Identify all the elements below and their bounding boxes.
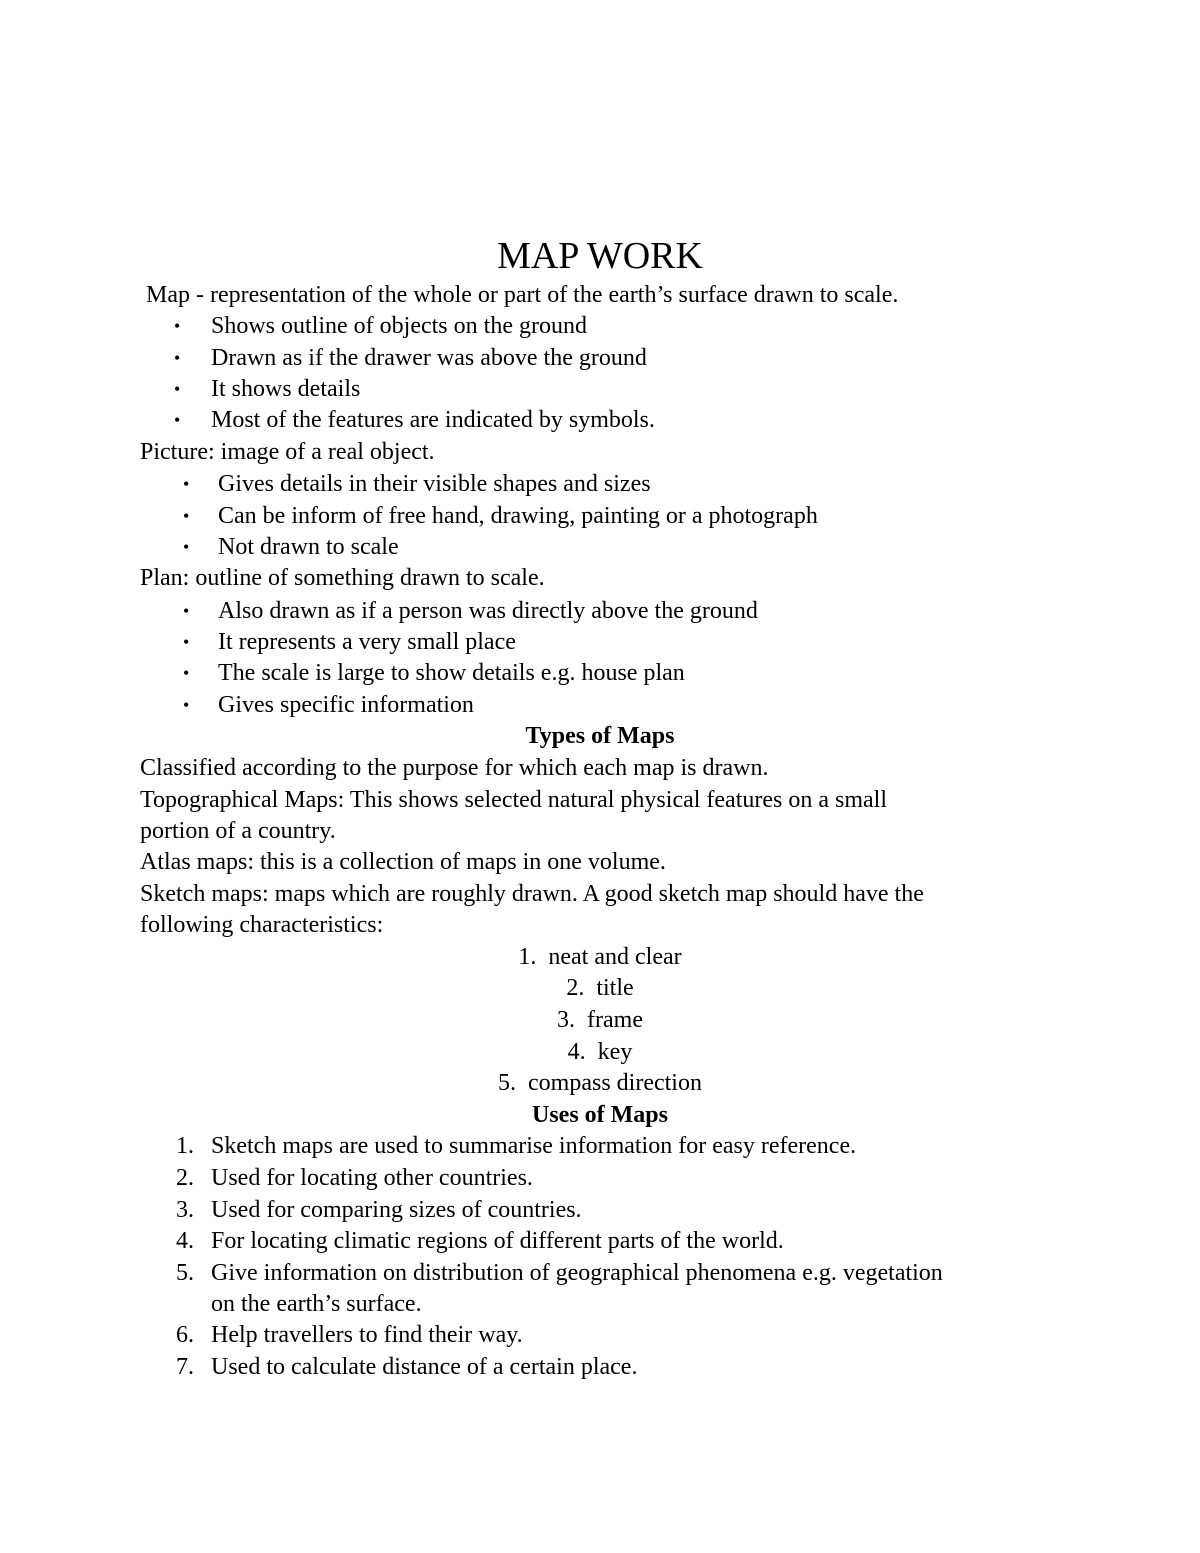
list-item: For locating climatic regions of different parts of the world. <box>211 1228 784 1254</box>
list-item: It shows details <box>211 376 361 402</box>
list-text: title <box>596 975 634 1001</box>
sketch-text: following characteristics: <box>140 912 384 938</box>
atlas-text: Atlas maps: this is a collection of maps in one volume. <box>140 849 666 875</box>
types-intro: Classified according to the purpose for which each map is drawn. <box>140 755 769 781</box>
characteristic-item <box>0 973 1200 1003</box>
list-number: 2. <box>176 1165 194 1191</box>
list-text: compass direction <box>528 1070 702 1096</box>
list-item: Help travellers to find their way. <box>211 1322 523 1348</box>
bullet-icon: • <box>183 601 190 621</box>
list-item: Used for comparing sizes of countries. <box>211 1197 582 1223</box>
bullet-icon: • <box>174 379 181 399</box>
list-item: Sketch maps are used to summarise information for easy reference. <box>211 1133 857 1159</box>
list-number: 3. <box>176 1197 194 1223</box>
list-item: Used for locating other countries. <box>211 1165 533 1191</box>
list-item: on the earth’s surface. <box>211 1291 422 1317</box>
characteristic-item <box>0 942 1200 972</box>
topographical-text: portion of a country. <box>140 818 336 844</box>
list-number: 2. <box>566 975 585 1001</box>
list-item: It represents a very small place <box>218 629 516 655</box>
bullet-icon: • <box>183 537 190 557</box>
topographical-text: Topographical Maps: This shows selected natural physical features on a small <box>140 787 888 813</box>
list-number: 7. <box>176 1354 194 1380</box>
bullet-icon: • <box>183 506 190 526</box>
plan-definition: Plan: outline of something drawn to scale. <box>140 565 545 591</box>
list-number: 3. <box>557 1007 576 1033</box>
list-number: 6. <box>176 1322 194 1348</box>
characteristic-item <box>0 1005 1200 1035</box>
uses-heading: Uses of Maps <box>532 1102 668 1128</box>
bullet-icon: • <box>183 695 190 715</box>
types-heading: Types of Maps <box>525 723 675 749</box>
bullet-icon: • <box>174 410 181 430</box>
list-number: 5. <box>176 1260 194 1286</box>
list-number: 4. <box>176 1228 194 1254</box>
map-definition: Map - representation of the whole or part of the earth’s surface drawn to scale. <box>146 282 899 308</box>
characteristic-item <box>0 1037 1200 1067</box>
bullet-icon: • <box>174 316 181 336</box>
list-item: Also drawn as if a person was directly above the ground <box>218 598 758 624</box>
bullet-icon: • <box>183 632 190 652</box>
list-number: 1. <box>176 1133 194 1159</box>
list-item: The scale is large to show details e.g. house plan <box>218 660 685 686</box>
list-item: Shows outline of objects on the ground <box>211 313 587 339</box>
list-item: Most of the features are indicated by symbols. <box>211 407 655 433</box>
characteristic-item <box>0 1068 1200 1098</box>
list-item: Give information on distribution of geographical phenomena e.g. vegetation <box>211 1260 943 1286</box>
list-item: Drawn as if the drawer was above the ground <box>211 345 647 371</box>
list-item: Used to calculate distance of a certain place. <box>211 1354 638 1380</box>
list-number: 5. <box>498 1070 517 1096</box>
list-text: frame <box>587 1007 643 1033</box>
bullet-icon: • <box>174 348 181 368</box>
page-title: MAP WORK <box>497 235 703 277</box>
sketch-text: Sketch maps: maps which are roughly drawn. A good sketch map should have the <box>140 881 924 907</box>
list-text: key <box>597 1039 633 1065</box>
list-text: neat and clear <box>548 944 682 970</box>
bullet-icon: • <box>183 663 190 683</box>
list-number: 1. <box>518 944 537 970</box>
bullet-icon: • <box>183 474 190 494</box>
list-item: Can be inform of free hand, drawing, painting or a photograph <box>218 503 818 529</box>
list-item: Gives specific information <box>218 692 474 718</box>
picture-definition: Picture: image of a real object. <box>140 439 435 465</box>
list-item: Gives details in their visible shapes and sizes <box>218 471 651 497</box>
list-number: 4. <box>567 1039 586 1065</box>
list-item: Not drawn to scale <box>218 534 399 560</box>
